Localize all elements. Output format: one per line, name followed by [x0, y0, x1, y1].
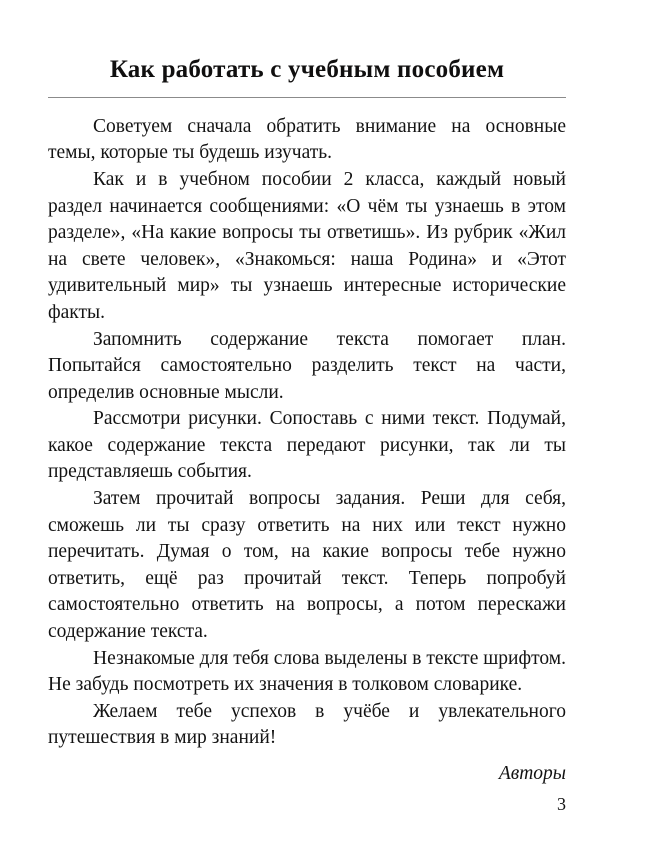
- page-number: 3: [557, 794, 566, 814]
- paragraph: Незнакомые для тебя слова выделены в тексте шрифтом. Не забудь посмотреть их значения в толковом словарике.: [48, 647, 566, 696]
- body-text: [48, 98, 566, 752]
- page-content: [48, 0, 566, 788]
- paragraph: Запомнить содержание текста помогает план. Попытайся самостоятельно разделить текст на части, определив основные мысли.: [48, 328, 566, 403]
- paragraph: Советуем сначала обратить внимание на основные темы, которые ты будешь изучать.: [48, 115, 566, 164]
- paragraph: Затем прочитай вопросы задания. Реши для себя, сможешь ли ты сразу ответить на них или текст нужно перечитать. Думая о том, на какие вопросы тебе нужно ответить, ещё раз прочитай текст. Теперь попробуй самостоятельно ответить на вопросы, а потом перескажи содержание текста.: [48, 488, 566, 643]
- paragraph: Желаем тебе успехов в учёбе и увлекательного путешествия в мир знаний!: [48, 700, 566, 749]
- paragraph: Рассмотри рисунки. Сопоставь с ними текст. Подумай, какое содержание текста передают рисунки, так ли ты представляешь события.: [48, 408, 566, 483]
- page-title: Как работать с учебным пособием: [109, 56, 505, 83]
- paragraph: Как и в учебном пособии 2 класса, каждый новый раздел начинается сообщениями: «О чём ты узнаешь в этом разделе», «На какие вопросы ты ответишь». Из рубрик «Жил на свете человек», «Знакомься: наша Родина» и «Этот удивительный мир» ты узнаешь интересные исторические факты.: [48, 168, 566, 323]
- authors-signature: Авторы: [498, 763, 566, 784]
